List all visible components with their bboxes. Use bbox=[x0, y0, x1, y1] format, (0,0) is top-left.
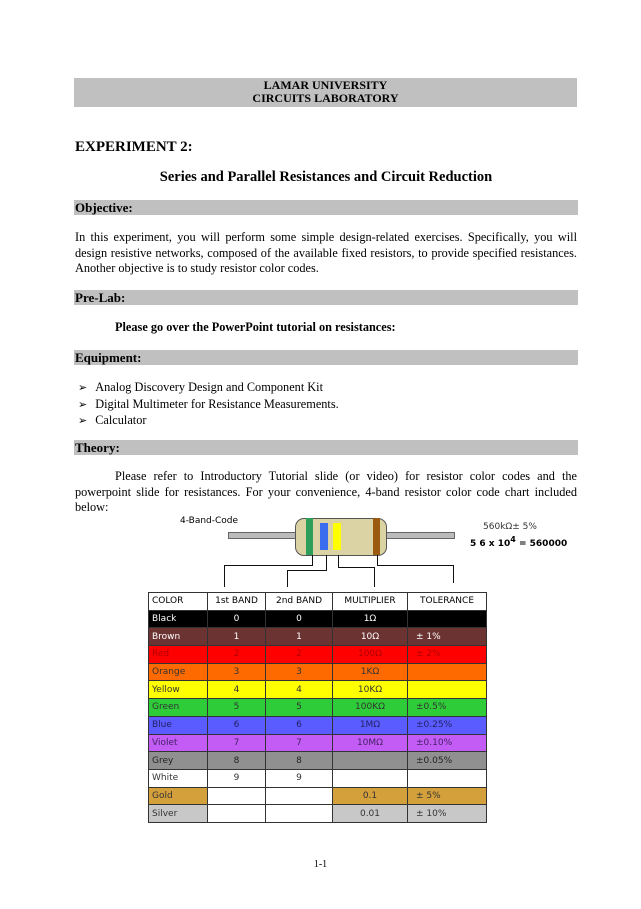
university-header bbox=[74, 78, 577, 107]
table-row bbox=[149, 610, 487, 628]
cell-tol bbox=[408, 610, 487, 628]
color-code-table bbox=[148, 592, 487, 823]
cell-mult: 100Ω bbox=[333, 646, 408, 664]
equipment-item: ➢ Digital Multimeter for Resistance Measurements. bbox=[78, 397, 339, 414]
equipment-list bbox=[78, 380, 339, 430]
page-title: Series and Parallel Resistances and Circuit Reduction bbox=[159, 169, 493, 185]
table-row bbox=[149, 769, 487, 787]
cell-tol: ± 1% bbox=[408, 628, 487, 646]
table-row bbox=[149, 716, 487, 734]
theory-heading: Theory: bbox=[74, 440, 578, 455]
prelab-heading: Pre-Lab: bbox=[74, 290, 578, 305]
cell-b1: 0 bbox=[208, 610, 266, 628]
cell-b2: 8 bbox=[266, 752, 333, 770]
cell-tol: ±0.25% bbox=[408, 716, 487, 734]
cell-b2 bbox=[266, 787, 333, 805]
cell-color: Silver bbox=[149, 805, 208, 823]
cell-b2: 4 bbox=[266, 681, 333, 699]
color-band bbox=[373, 518, 380, 555]
cell-color: Yellow bbox=[149, 681, 208, 699]
cell-b2: 2 bbox=[266, 646, 333, 664]
cell-mult: 10Ω bbox=[333, 628, 408, 646]
column-header: COLOR bbox=[149, 593, 208, 611]
cell-b1: 7 bbox=[208, 734, 266, 752]
cell-color: Brown bbox=[149, 628, 208, 646]
column-header: MULTIPLIER bbox=[333, 593, 408, 611]
cell-b2: 5 bbox=[266, 699, 333, 717]
cell-mult: 1MΩ bbox=[333, 716, 408, 734]
cell-b1: 9 bbox=[208, 769, 266, 787]
cell-b2: 1 bbox=[266, 628, 333, 646]
cell-color: Orange bbox=[149, 663, 208, 681]
cell-b1 bbox=[208, 787, 266, 805]
column-header: TOLERANCE bbox=[408, 593, 487, 611]
cell-color: Grey bbox=[149, 752, 208, 770]
cell-mult: 10KΩ bbox=[333, 681, 408, 699]
cell-b1 bbox=[208, 805, 266, 823]
experiment-number: EXPERIMENT 2: bbox=[75, 139, 193, 155]
cell-mult bbox=[333, 752, 408, 770]
cell-b1: 6 bbox=[208, 716, 266, 734]
cell-b1: 1 bbox=[208, 628, 266, 646]
header-line-2: CIRCUITS LABORATORY bbox=[252, 91, 399, 105]
cell-mult: 10MΩ bbox=[333, 734, 408, 752]
cell-tol: ±0.10% bbox=[408, 734, 487, 752]
cell-tol: ±0.5% bbox=[408, 699, 487, 717]
table-row bbox=[149, 787, 487, 805]
cell-b1: 4 bbox=[208, 681, 266, 699]
table-header-row bbox=[149, 593, 487, 611]
cell-tol bbox=[408, 681, 487, 699]
chart-label: 4-Band-Code bbox=[180, 516, 239, 526]
equipment-heading: Equipment: bbox=[74, 350, 578, 365]
cell-tol: ± 5% bbox=[408, 787, 487, 805]
cell-color: White bbox=[149, 769, 208, 787]
cell-color: Green bbox=[149, 699, 208, 717]
table-row bbox=[149, 646, 487, 664]
page-number: 1-1 bbox=[313, 859, 328, 870]
column-header: 2nd BAND bbox=[266, 593, 333, 611]
cell-mult: 100KΩ bbox=[333, 699, 408, 717]
table-row bbox=[149, 663, 487, 681]
cell-tol: ± 10% bbox=[408, 805, 487, 823]
cell-b2: 7 bbox=[266, 734, 333, 752]
cell-b2 bbox=[266, 805, 333, 823]
cell-b2: 3 bbox=[266, 663, 333, 681]
cell-tol bbox=[408, 769, 487, 787]
table-row bbox=[149, 734, 487, 752]
cell-color: Red bbox=[149, 646, 208, 664]
table-row bbox=[149, 805, 487, 823]
cell-mult bbox=[333, 769, 408, 787]
color-band bbox=[333, 523, 341, 550]
cell-b1: 8 bbox=[208, 752, 266, 770]
cell-b1: 2 bbox=[208, 646, 266, 664]
prelab-text: Please go over the PowerPoint tutorial on resistances: bbox=[115, 320, 396, 334]
cell-mult: 1KΩ bbox=[333, 663, 408, 681]
cell-b2: 0 bbox=[266, 610, 333, 628]
cell-tol bbox=[408, 663, 487, 681]
objective-heading: Objective: bbox=[74, 200, 578, 215]
cell-mult: 0.01 bbox=[333, 805, 408, 823]
cell-color: Gold bbox=[149, 787, 208, 805]
table-row bbox=[149, 628, 487, 646]
cell-b2: 9 bbox=[266, 769, 333, 787]
cell-color: Black bbox=[149, 610, 208, 628]
table-row bbox=[149, 681, 487, 699]
cell-b1: 3 bbox=[208, 663, 266, 681]
cell-mult: 0.1 bbox=[333, 787, 408, 805]
cell-color: Blue bbox=[149, 716, 208, 734]
column-header: 1st BAND bbox=[208, 593, 266, 611]
objective-text: In this experiment, you will perform some simple design-related exercises. Specifically, you will design resistive networks, composed of the available fixed resistors, to provide specified resistances. Another objective is to study resistor color codes. bbox=[75, 230, 577, 275]
cell-b1: 5 bbox=[208, 699, 266, 717]
table-row bbox=[149, 699, 487, 717]
theory-text: Please refer to Introductory Tutorial slide (or video) for resistor color codes and the powerpoint slide for resistances. For your convenience, 4-band resistor color code chart included below: bbox=[75, 469, 577, 514]
table-row bbox=[149, 752, 487, 770]
cell-mult: 1Ω bbox=[333, 610, 408, 628]
color-band bbox=[306, 518, 313, 555]
cell-b2: 6 bbox=[266, 716, 333, 734]
cell-color: Violet bbox=[149, 734, 208, 752]
resistance-value: 560kΩ± 5% bbox=[483, 522, 537, 532]
cell-tol: ±0.05% bbox=[408, 752, 487, 770]
color-band bbox=[320, 523, 328, 550]
resistance-formula: 5 6 x $10^4 = 560000$ bbox=[470, 535, 568, 549]
cell-tol: ± 2% bbox=[408, 646, 487, 664]
equipment-item: ➢ Analog Discovery Design and Component Kit bbox=[78, 380, 339, 397]
equipment-item: ➢ Calculator bbox=[78, 413, 339, 430]
header-line-1: LAMAR UNIVERSITY bbox=[263, 78, 388, 92]
